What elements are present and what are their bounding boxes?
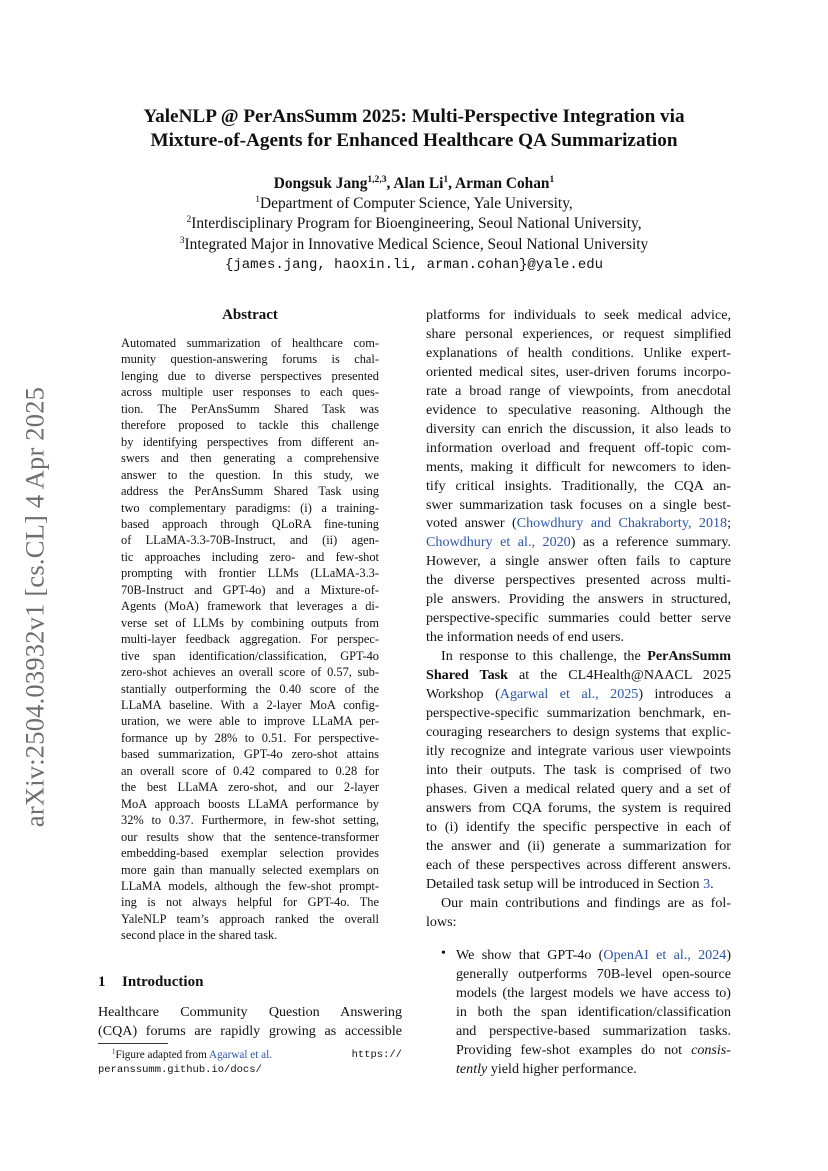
emphasis: tently bbox=[456, 1060, 488, 1077]
text-line bbox=[456, 1003, 731, 1022]
text-line-content: tion. The PerAnsSumm Shared Task was bbox=[121, 401, 379, 416]
text-line-content: our results show that the sentence-transformer bbox=[121, 829, 379, 844]
text-line-content: address the PerAnsSumm Shared Task using bbox=[121, 484, 379, 499]
text-segment: Detailed task setup will be introduced in Section bbox=[426, 875, 704, 892]
text-line bbox=[426, 723, 731, 742]
text-line bbox=[456, 1041, 731, 1060]
text-line-content: to (i) identify the specific perspective in each of bbox=[426, 818, 731, 835]
text-line bbox=[121, 878, 379, 894]
text-line bbox=[121, 500, 379, 516]
affiliation-mark: 3 bbox=[179, 234, 185, 246]
title-line: YaleNLP @ PerAnsSumm 2025: Multi-Perspective Integration via bbox=[143, 106, 685, 127]
text-line-content: oriented medical sites, user-driven forums incorpo- bbox=[426, 363, 731, 380]
text-line bbox=[426, 628, 731, 647]
author-affiliation-mark: 1 bbox=[443, 173, 449, 185]
text-line bbox=[426, 685, 731, 704]
footnote-line bbox=[98, 1048, 402, 1063]
text-line bbox=[121, 894, 379, 910]
text-line bbox=[426, 496, 731, 515]
text-line bbox=[426, 913, 731, 932]
text-line bbox=[121, 417, 379, 433]
text-line-content: ments, making it difficult for newcomers to iden- bbox=[426, 458, 731, 475]
text-line-content: generally outperforms 70B-level open-source bbox=[456, 965, 731, 982]
text-line bbox=[426, 325, 731, 344]
footnote-citation-link[interactable]: Agarwal et al. bbox=[208, 1049, 273, 1061]
author-email[interactable]: {james.jang, haoxin.li, arman.cohan}@yale.edu bbox=[224, 256, 604, 273]
footnote-text bbox=[98, 1048, 272, 1063]
text-line bbox=[121, 598, 379, 614]
text-line-content: embedding-based exemplar selection provides bbox=[121, 846, 379, 861]
text-line bbox=[426, 875, 731, 894]
citation-link[interactable]: Agarwal et al., 2025 bbox=[499, 686, 639, 703]
text-line-content: rate a broad range of viewpoints, from anecdotal bbox=[426, 382, 731, 399]
text-line-content: stantially outperforming the 0.40 score of the bbox=[121, 681, 379, 696]
arxiv-stamp bbox=[10, 372, 60, 842]
footnote-caption: Figure adapted from bbox=[115, 1049, 209, 1061]
text-line bbox=[121, 829, 379, 845]
author-affiliation-mark: 1 bbox=[549, 173, 555, 185]
author-name: Dongsuk Jang bbox=[273, 175, 368, 192]
text-line bbox=[121, 746, 379, 762]
text-line-content: 70B-Instruct and GPT-4o) and a Mixture-of- bbox=[121, 582, 379, 597]
text-line-content: lenging due to diverse perspectives presented bbox=[121, 368, 379, 383]
abstract-body bbox=[121, 335, 379, 944]
text-line-content: Agents (MoA) framework that leverages a di- bbox=[121, 599, 379, 614]
text-line-content: YaleNLP team’s approach ranked the overall bbox=[121, 911, 379, 926]
paragraph bbox=[426, 306, 731, 647]
footnote bbox=[98, 1048, 402, 1078]
text-line bbox=[121, 483, 379, 499]
text-line bbox=[426, 742, 731, 761]
title-line: Mixture-of-Agents for Enhanced Healthcare QA Summarization bbox=[150, 130, 678, 151]
text-segment: ) bbox=[726, 947, 732, 963]
footnote-rule bbox=[98, 1043, 168, 1044]
text-line bbox=[121, 401, 379, 417]
text-line-content: answer to the question. In this study, we bbox=[121, 467, 379, 482]
text-line bbox=[121, 664, 379, 680]
citation-link[interactable]: Chowdhury et al., 2020 bbox=[426, 534, 571, 551]
text-line-content: an overall score of 0.42 compared to 0.28 for bbox=[121, 763, 379, 778]
text-line bbox=[121, 730, 379, 746]
text-line-content: couraging researchers to design systems that explic- bbox=[426, 723, 731, 740]
text-line bbox=[426, 590, 731, 609]
text-line-content: share personal experiences, or request simplified bbox=[426, 325, 731, 342]
text-line bbox=[121, 911, 379, 927]
bold-term: Shared Task bbox=[426, 667, 508, 684]
introduction-body bbox=[98, 1003, 402, 1041]
text-line-content: phases. Given a medical related query and a set of bbox=[426, 780, 731, 797]
text-line bbox=[121, 681, 379, 697]
text-line bbox=[121, 763, 379, 779]
section-number: 1 bbox=[98, 974, 106, 990]
text-line-content: Automated summarization of healthcare com- bbox=[121, 336, 379, 350]
text-line-content: zero-shot achieves an overall score of 0.57, sub- bbox=[121, 665, 379, 680]
text-line-content: However, a single answer often fails to capture bbox=[426, 553, 731, 570]
text-segment: ; bbox=[727, 515, 732, 532]
text-line bbox=[426, 609, 731, 628]
text-line bbox=[426, 514, 731, 533]
text-line bbox=[426, 401, 731, 420]
text-line bbox=[456, 984, 731, 1003]
text-segment: voted answer ( bbox=[426, 515, 517, 532]
text-line bbox=[121, 516, 379, 532]
text-line-content: munity question-answering forums is chal- bbox=[121, 352, 379, 367]
citation-link[interactable]: OpenAI et al., 2024 bbox=[603, 947, 727, 963]
text-line-content: into their outputs. The task is comprised of two bbox=[426, 761, 731, 778]
bold-term: PerAnsSumm bbox=[647, 648, 731, 665]
text-segment: yield higher performance. bbox=[487, 1060, 637, 1077]
affiliation bbox=[0, 235, 828, 255]
text-line bbox=[426, 363, 731, 382]
text-line bbox=[426, 477, 731, 496]
text-line bbox=[426, 856, 731, 875]
section-ref-link[interactable]: 3 bbox=[703, 875, 711, 892]
text-line bbox=[456, 946, 731, 965]
text-segment: at the CL4Health@NAACL 2025 bbox=[508, 667, 731, 684]
text-line bbox=[121, 796, 379, 812]
text-line bbox=[426, 439, 731, 458]
text-line bbox=[121, 713, 379, 729]
affiliation bbox=[0, 194, 828, 214]
text-line-content: prompting with frontier LLMs (LLaMA-3.3- bbox=[121, 566, 379, 581]
footnote-mark: 1 bbox=[112, 1047, 116, 1056]
affiliation-mark: 2 bbox=[186, 214, 192, 226]
text-line-content: models (the largest models we have access to) bbox=[456, 984, 731, 1001]
text-line-content: the diverse perspectives presented across multi- bbox=[426, 572, 731, 589]
text-line bbox=[121, 351, 379, 367]
text-line-content: platforms for individuals to seek medical advice, bbox=[426, 307, 731, 323]
text-line-content: verse set of LLMs by combining outputs from bbox=[121, 615, 379, 630]
text-line-content: evidence to speculative reasoning. Although the bbox=[426, 401, 731, 418]
text-line bbox=[426, 382, 731, 401]
text-line-content: itly recognize and integrate various user viewpoints bbox=[426, 742, 731, 759]
text-segment: In response to this challenge, the bbox=[441, 648, 648, 665]
affiliation-mark: 1 bbox=[255, 194, 261, 206]
text-line-content: therefore proposed to tackle this challenge bbox=[121, 418, 379, 433]
text-line bbox=[426, 837, 731, 856]
text-line-content: LLaMA models, although the few-shot prompt- bbox=[121, 878, 379, 893]
text-line bbox=[121, 648, 379, 664]
author-affiliation-mark: 1,2,3 bbox=[367, 173, 387, 185]
text-segment: Workshop ( bbox=[426, 686, 500, 703]
affiliation-text: Department of Computer Science, Yale University, bbox=[260, 195, 573, 213]
text-line-content: based approach through QLoRA fine-tuning bbox=[121, 516, 379, 531]
text-line-content: tive span identification/classification, GPT-4o bbox=[121, 648, 379, 663]
text-line-content: tic approaches including zero- and few-shot bbox=[121, 549, 379, 564]
text-line-content: the answer and (ii) generate a summarization for bbox=[426, 837, 731, 854]
text-line-content: perspective-specific summaries could better serve bbox=[426, 610, 731, 627]
text-segment: ) as a reference summary. bbox=[570, 534, 732, 551]
text-line bbox=[121, 549, 379, 565]
text-line bbox=[456, 965, 731, 984]
text-segment: . bbox=[710, 875, 714, 892]
text-line bbox=[121, 368, 379, 384]
text-line bbox=[121, 927, 379, 943]
footnote-url-link[interactable]: peranssumm.github.io/docs/ bbox=[98, 1064, 262, 1076]
text-line bbox=[426, 894, 731, 913]
text-line-content: the best LLaMA zero-shot, and our 2-layer bbox=[121, 780, 379, 795]
text-line-content: diversity can enrich the discussion, it also leads to bbox=[426, 420, 731, 437]
text-line-content: Our main contributions and findings are as fol- bbox=[441, 894, 731, 911]
section-heading-introduction bbox=[98, 974, 203, 991]
text-line-content: across multiple user responses to each ques- bbox=[121, 385, 379, 400]
text-line bbox=[121, 845, 379, 861]
text-line-content: uration, we were able to improve LLaMA per- bbox=[121, 714, 379, 729]
abstract-heading: Abstract bbox=[222, 307, 278, 323]
text-line bbox=[426, 306, 731, 325]
text-line bbox=[98, 1003, 402, 1022]
text-line-content: lows: bbox=[426, 913, 457, 930]
text-line-content: the information needs of end users. bbox=[426, 629, 625, 646]
text-line-content: second place in the shared task. bbox=[121, 928, 278, 943]
citation-link[interactable]: Chowdhury and Chakraborty, 2018 bbox=[516, 515, 728, 532]
text-line-content: explanations of health conditions. Unlike expert- bbox=[426, 344, 731, 361]
text-line-content: LLaMA baseline. With a 2-layer MoA config- bbox=[121, 697, 379, 712]
text-line bbox=[121, 532, 379, 548]
text-line bbox=[121, 631, 379, 647]
text-line-content: information overload and frequent off-topic com- bbox=[426, 439, 731, 456]
text-line-content: based summarization, GPT-4o zero-shot attains bbox=[121, 747, 379, 762]
affiliation-text: Integrated Major in Innovative Medical Science, Seoul National University bbox=[184, 235, 649, 253]
affiliation bbox=[0, 214, 828, 234]
text-line bbox=[426, 571, 731, 590]
text-line-content: (CQA) forums are rapidly growing as accessible bbox=[98, 1023, 402, 1039]
text-line-content: formance up by 28% to 0.51. For perspective- bbox=[121, 730, 379, 745]
text-line-content: tify critical insights. Traditionally, the CQA an- bbox=[426, 477, 731, 494]
affiliation-text: Interdisciplinary Program for Bioengineering, Seoul National University, bbox=[191, 215, 642, 233]
text-line-content: ple answers. Providing the answers in structured, bbox=[426, 591, 731, 608]
paragraph bbox=[426, 647, 731, 893]
right-column bbox=[426, 306, 731, 931]
text-line bbox=[426, 552, 731, 571]
text-line-content: answers from CQA forums, the system is required bbox=[426, 799, 731, 816]
text-line-content: and perspective-based summarization tasks. bbox=[456, 1022, 731, 1039]
text-line bbox=[121, 384, 379, 400]
text-line-content: two complementary paradigms: (i) a training- bbox=[121, 500, 379, 515]
text-line-content: each of these perspectives across different answers. bbox=[426, 856, 731, 873]
text-line bbox=[121, 812, 379, 828]
text-segment: Providing few-shot examples do not bbox=[456, 1041, 692, 1058]
author-names: Dongsuk Jang$^{1,2,3}$, Alan Li$^1$, Arman Cohan$^1$ bbox=[273, 173, 555, 192]
text-line bbox=[121, 450, 379, 466]
bullet-marker: • bbox=[441, 946, 446, 961]
text-line bbox=[426, 780, 731, 799]
text-line-content: Healthcare Community Question Answering bbox=[98, 1004, 402, 1020]
author-name: Arman Cohan bbox=[455, 175, 550, 192]
text-line bbox=[426, 818, 731, 837]
text-line bbox=[121, 779, 379, 795]
emphasis: consis- bbox=[691, 1041, 731, 1058]
text-line-content: swers and then generating a comprehensive bbox=[121, 451, 379, 466]
author-block bbox=[0, 174, 828, 275]
section-title: Introduction bbox=[122, 974, 204, 990]
text-line-content: perspective-specific summarization benchmark, en- bbox=[426, 705, 731, 722]
text-line bbox=[426, 458, 731, 477]
text-segment: ) introduces a bbox=[638, 686, 731, 703]
text-line bbox=[426, 344, 731, 363]
text-line bbox=[426, 647, 731, 666]
text-line bbox=[121, 615, 379, 631]
text-line-content: multi-layer feedback aggregation. For perspec- bbox=[121, 632, 379, 647]
text-line-content: ing is not always helpful for GPT-4o. The bbox=[121, 895, 379, 910]
text-line-content: 32% to 0.37. Furthermore, in few-shot setting, bbox=[121, 813, 379, 828]
text-line bbox=[121, 697, 379, 713]
paragraph bbox=[426, 894, 731, 932]
text-line-content: in both the span identification/classification bbox=[456, 1003, 731, 1020]
text-line-content: by identifying perspectives from different an- bbox=[121, 434, 379, 449]
text-line-content: of LLaMA-3.3-70B-Instruct, and (ii) agen- bbox=[121, 533, 379, 548]
text-line bbox=[426, 666, 731, 685]
author-name: Alan Li bbox=[393, 175, 444, 192]
text-line bbox=[121, 862, 379, 878]
text-line-content: swer summarization task focuses on a single best- bbox=[426, 496, 731, 513]
paper-title bbox=[0, 105, 828, 153]
text-line bbox=[426, 420, 731, 439]
text-line bbox=[98, 1022, 402, 1041]
text-line bbox=[456, 1060, 731, 1079]
arxiv-identifier: arXiv:2504.03932v1 [cs.CL] 4 Apr 2025 bbox=[19, 386, 50, 828]
text-line-content: MoA approach boosts LLaMA performance by bbox=[121, 796, 379, 811]
text-line bbox=[426, 761, 731, 780]
text-line bbox=[426, 704, 731, 723]
text-segment: We show that GPT-4o ( bbox=[456, 947, 604, 963]
footnote-url-link[interactable]: https:// bbox=[351, 1049, 402, 1061]
text-line bbox=[121, 434, 379, 450]
text-line-content: more gain than manually selected exemplars on bbox=[121, 862, 379, 877]
text-line bbox=[121, 335, 379, 351]
text-line bbox=[121, 467, 379, 483]
text-line bbox=[456, 1022, 731, 1041]
text-line bbox=[121, 582, 379, 598]
text-line bbox=[426, 799, 731, 818]
text-line bbox=[426, 533, 731, 552]
contribution-bullet bbox=[456, 946, 731, 1079]
text-line bbox=[121, 565, 379, 581]
